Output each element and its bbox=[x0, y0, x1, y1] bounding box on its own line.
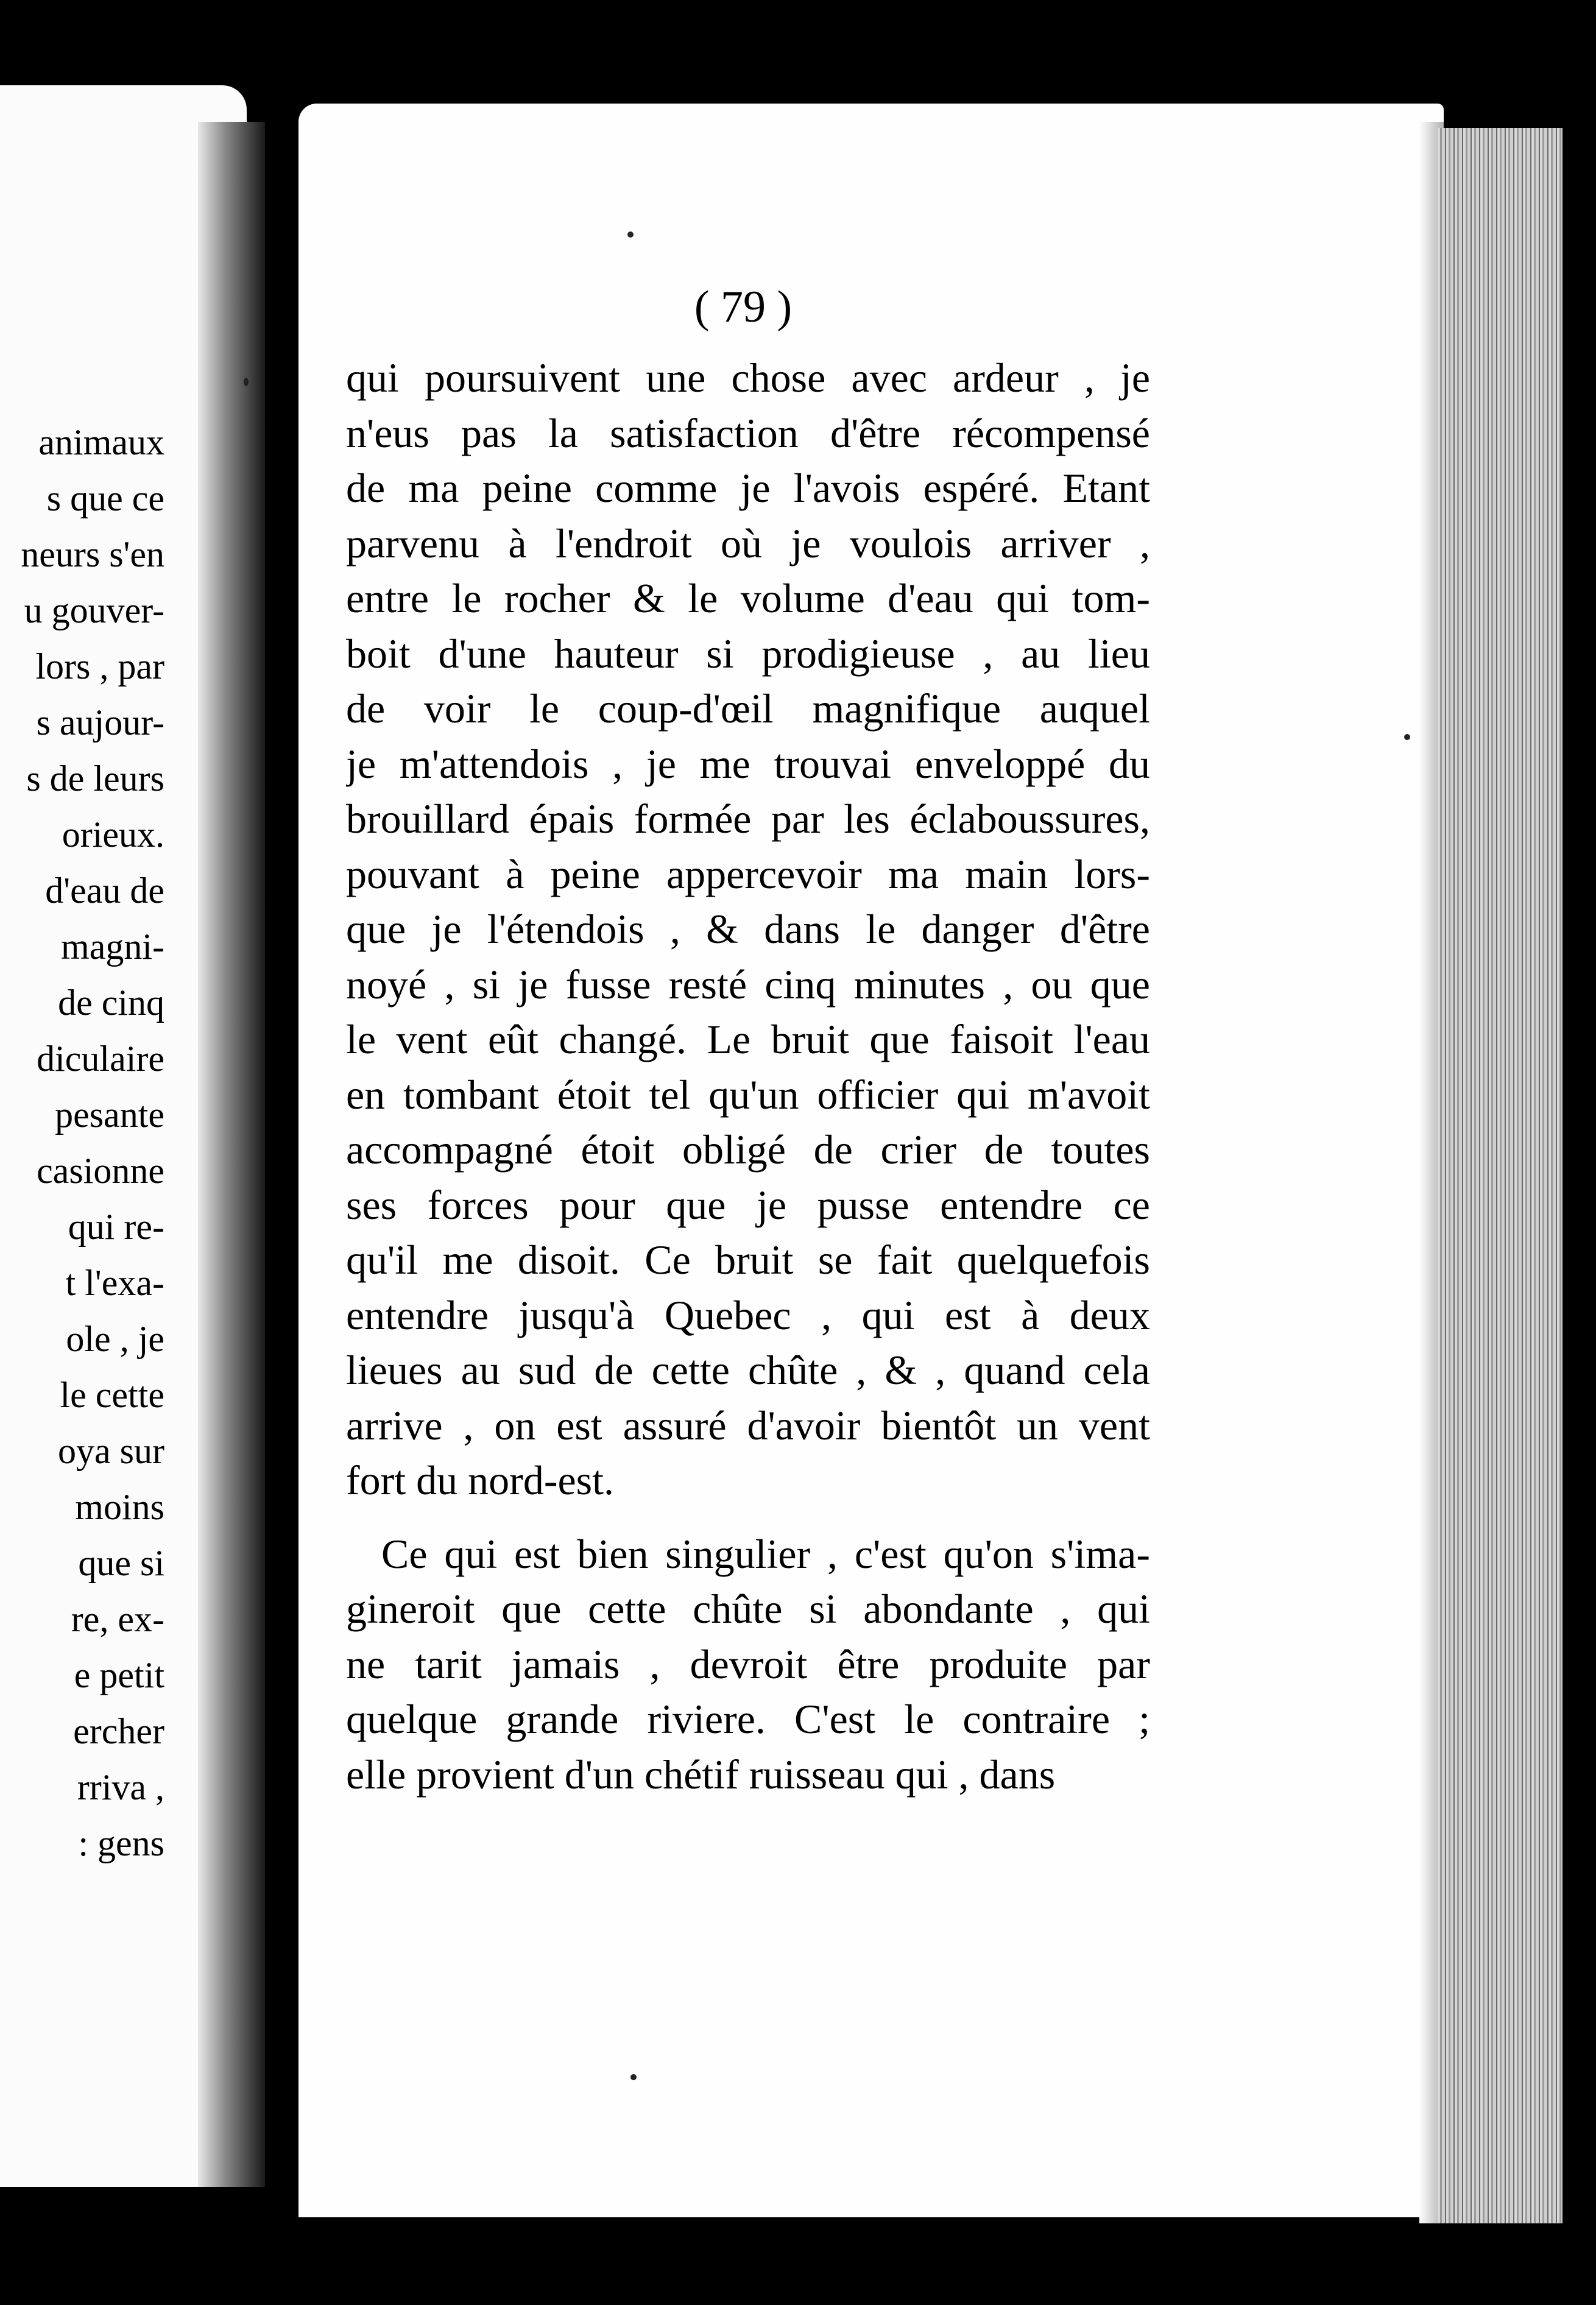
left-page-line: que si bbox=[78, 1543, 164, 1583]
text-line: pouvant à peine appercevoir ma main lors- bbox=[346, 850, 1150, 897]
body-text bbox=[346, 350, 1150, 1802]
left-page-line: s aujour- bbox=[36, 702, 164, 743]
text-line: boit d'une hauteur si prodigieuse , au lieu bbox=[346, 630, 1150, 677]
paragraph-gap bbox=[346, 1508, 1150, 1527]
text-line: noyé , si je fusse resté cinq minutes , ou que bbox=[346, 961, 1150, 1008]
left-page-line: s que ce bbox=[46, 478, 164, 518]
text-line: lieues au sud de cette chûte , & , quand cela bbox=[346, 1347, 1150, 1393]
text-line: entre le rocher & le volume d'eau qui tom- bbox=[346, 575, 1150, 621]
left-page-line: orieux. bbox=[62, 814, 164, 855]
left-page-line: animaux bbox=[38, 422, 164, 462]
left-page-text-fragments bbox=[0, 414, 164, 1871]
left-page-line: e petit bbox=[74, 1655, 164, 1695]
text-line: je m'attendois , je me trouvai enveloppé du bbox=[346, 740, 1150, 787]
left-page-line: diculaire bbox=[37, 1039, 164, 1079]
text-line: qu'il me disoit. Ce bruit se fait quelquefois bbox=[346, 1237, 1150, 1283]
text-line: parvenu à l'endroit où je voulois arriver , bbox=[346, 520, 1150, 567]
scan-speck bbox=[244, 378, 249, 386]
text-line: de ma peine comme je l'avois espéré. Etant bbox=[346, 465, 1150, 511]
text-line: que je l'étendois , & dans le danger d'être bbox=[346, 906, 1150, 952]
text-line: elle provient d'un chétif ruisseau qui , dans bbox=[346, 1751, 1056, 1798]
text-line: n'eus pas la satisfaction d'être récompensé bbox=[346, 409, 1150, 456]
scan-speck bbox=[1404, 734, 1410, 740]
left-page-line: qui re- bbox=[68, 1207, 164, 1247]
text-line: accompagné étoit obligé de crier de toutes bbox=[346, 1126, 1150, 1173]
left-page-line: moins bbox=[75, 1487, 164, 1527]
text-line: le vent eût changé. Le bruit que faisoit l'eau bbox=[346, 1016, 1150, 1062]
text-line: ses forces pour que je pusse entendre ce bbox=[346, 1181, 1150, 1228]
left-page-line: neurs s'en bbox=[21, 534, 164, 574]
text-line: Ce qui est bien singulier , c'est qu'on s'ima- bbox=[381, 1530, 1150, 1577]
text-line: fort du nord-est. bbox=[346, 1457, 615, 1503]
left-page-line: de cinq bbox=[58, 983, 164, 1023]
left-page-line: oya sur bbox=[58, 1431, 164, 1471]
left-page-line: rriva , bbox=[77, 1767, 164, 1807]
left-page-line: ercher bbox=[73, 1711, 164, 1751]
left-page-line: d'eau de bbox=[45, 870, 164, 911]
book-page-edges bbox=[1438, 128, 1562, 2223]
left-page-line: : gens bbox=[78, 1823, 164, 1863]
page-number: ( 79 ) bbox=[694, 282, 793, 332]
left-page-line: pesante bbox=[55, 1095, 164, 1135]
text-line: ne tarit jamais , devroit être produite par bbox=[346, 1640, 1150, 1687]
scan-speck bbox=[627, 231, 634, 238]
left-page-line: le cette bbox=[60, 1375, 164, 1415]
text-line: entendre jusqu'à Quebec , qui est à deux bbox=[346, 1291, 1150, 1338]
text-line: arrive , on est assuré d'avoir bientôt un vent bbox=[346, 1402, 1150, 1449]
text-line: en tombant étoit tel qu'un officier qui m'avoit bbox=[346, 1071, 1150, 1118]
left-page-line: t l'exa- bbox=[65, 1263, 164, 1303]
text-line: quelque grande riviere. C'est le contraire ; bbox=[346, 1696, 1150, 1742]
left-page-gutter-shadow bbox=[198, 122, 265, 2187]
left-page-line: re, ex- bbox=[71, 1599, 164, 1639]
left-page-line: s de leurs bbox=[26, 758, 164, 799]
text-line: brouillard épais formée par les éclaboussures, bbox=[346, 796, 1150, 842]
left-page-line: lors , par bbox=[35, 646, 164, 687]
left-page-line: ole , je bbox=[66, 1319, 164, 1359]
scan-speck bbox=[630, 2074, 637, 2080]
text-line: gineroit que cette chûte si abondante , qui bbox=[346, 1586, 1150, 1632]
left-page-line: casionne bbox=[37, 1151, 164, 1191]
left-page-line: magni- bbox=[61, 927, 164, 967]
paragraph-2 bbox=[346, 1527, 1150, 1802]
paragraph-1 bbox=[346, 350, 1150, 1508]
left-page-line: u gouver- bbox=[24, 590, 164, 630]
text-line: de voir le coup-d'œil magnifique auquel bbox=[346, 685, 1150, 732]
text-line: qui poursuivent une chose avec ardeur , je bbox=[346, 355, 1150, 401]
